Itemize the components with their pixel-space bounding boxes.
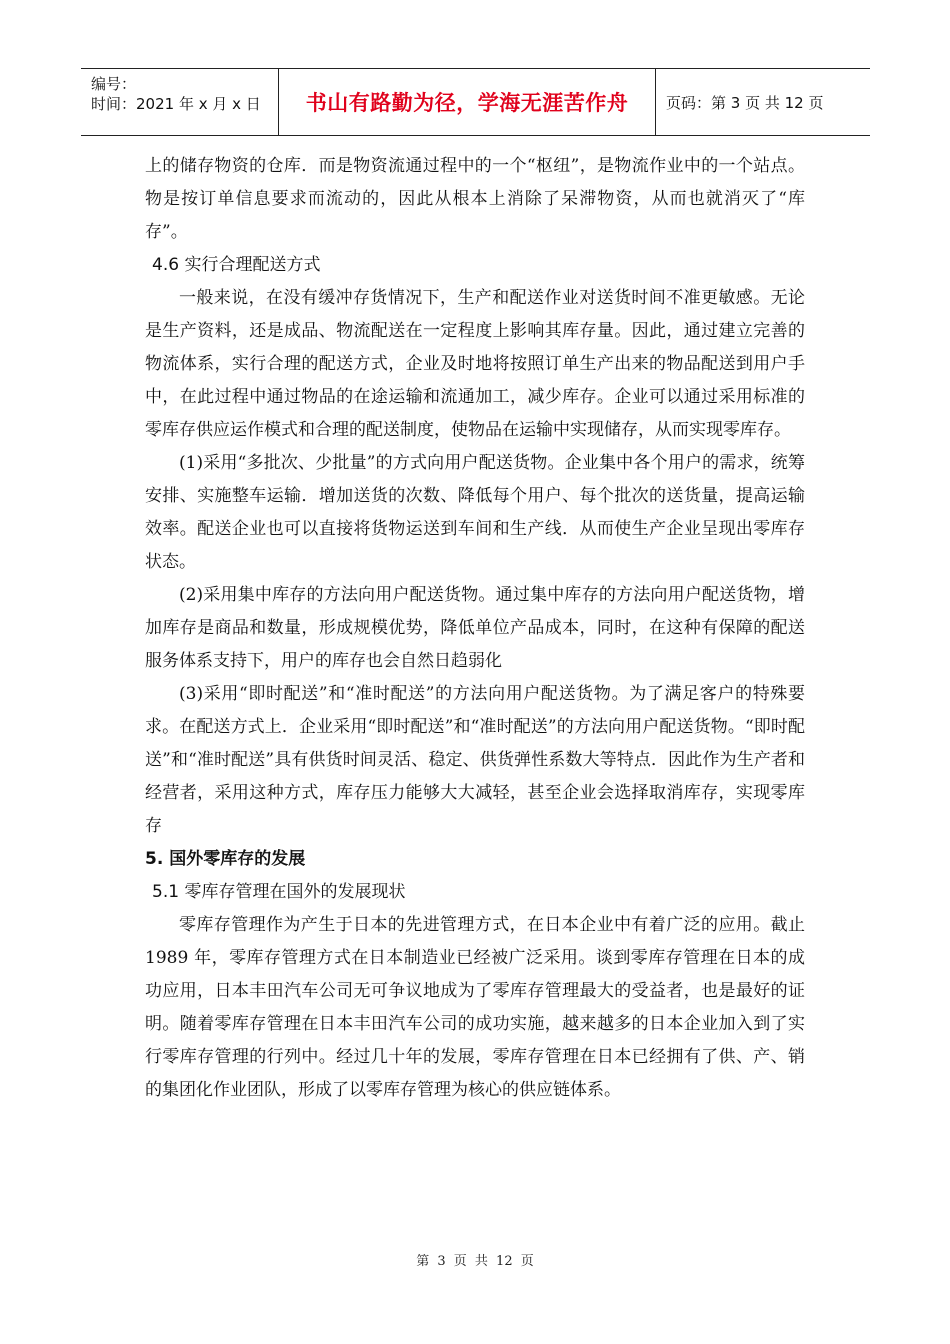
paragraph: (1)采用“多批次、少批量”的方式向用户配送货物。企业集中各个用户的需求，统筹安排、实施整车运输．增加送货的次数、降低每个用户、每个批次的送货量，提高运输效率。配送企业也可以直接将货物运送到车间和生产线．从而使生产企业呈现出零库存状态。 <box>145 453 805 572</box>
page-footer: 第 3 页 共 12 页 <box>416 1254 534 1269</box>
paragraph-continuation: 上的储存物资的仓库．而是物资流通过程中的一个“枢纽”，是物流作业中的一个站点。物是按订单信息要求而流动的，因此从根本上消除了呆滞物资，从而也就消灭了“库存”。 <box>145 156 805 242</box>
header-motto-cell <box>279 69 656 135</box>
paragraph: (2)采用集中库存的方法向用户配送货物。通过集中库存的方法向用户配送货物，增加库存是商品和数量，形成规模优势，降低单位产品成本，同时，在这种有保障的配送服务体系支持下，用户的库存也会自然日趋弱化 <box>145 585 805 671</box>
paragraph: 一般来说，在没有缓冲存货情况下，生产和配送作业对送货时间不准更敏感。无论是生产资料，还是成品、物流配送在一定程度上影响其库存量。因此，通过建立完善的物流体系，实行合理的配送方式，企业及时地将按照订单生产出来的物品配送到用户手中，在此过程中通过物品的在途运输和流通加工，减少库存。企业可以通过采用标准的零库存供应运作模式和合理的配送制度，使物品在运输中实现储存，从而实现零库存。 <box>145 288 805 440</box>
page-header <box>81 68 870 136</box>
section-heading-5-1: 5.1 零库存管理在国外的发展现状 <box>152 882 406 902</box>
paragraph: (3)采用“即时配送”和“准时配送”的方法向用户配送货物。为了满足客户的特殊要求。在配送方式上．企业采用“即时配送”和“准时配送”的方法向用户配送货物。“即时配送”和“准时配送”具有供货时间灵活、稳定、供货弹性系数大等特点．因此作为生产者和经营者，采用这种方式，库存压力能够大大减轻，甚至企业会选择取消库存，实现零库存 <box>145 684 805 836</box>
date-line: 时间：2021 年 x 月 x 日 <box>91 95 261 113</box>
header-meta-cell <box>81 69 279 135</box>
section-heading-5: 5. 国外零库存的发展 <box>145 849 306 869</box>
page-info: 页码：第 3 页 共 12 页 <box>666 93 824 112</box>
paragraph: 零库存管理作为产生于日本的先进管理方式，在日本企业中有着广泛的应用。截止 1989 年，零库存管理方式在日本制造业已经被广泛采用。谈到零库存管理在日本的成功应用，日本丰田汽车公司无可争议地成为了零库存管理最大的受益者，也是最好的证明。随着零库存管理在日本丰田汽车公司的成功实施，越来越多的日本企业加入到了实行零库存管理的行列中。经过几十年的发展，零库存管理在日本已经拥有了供、产、销的集团化作业团队，形成了以零库存管理为核心的供应链体系。 <box>145 915 805 1100</box>
motto-text: 书山有路勤为径，学海无涯苦作舟 <box>305 91 629 115</box>
section-heading-4-6: 4.6 实行合理配送方式 <box>152 255 321 275</box>
number-label: 编号： <box>91 75 137 93</box>
document-body <box>145 150 805 1107</box>
header-page-cell <box>656 69 870 135</box>
